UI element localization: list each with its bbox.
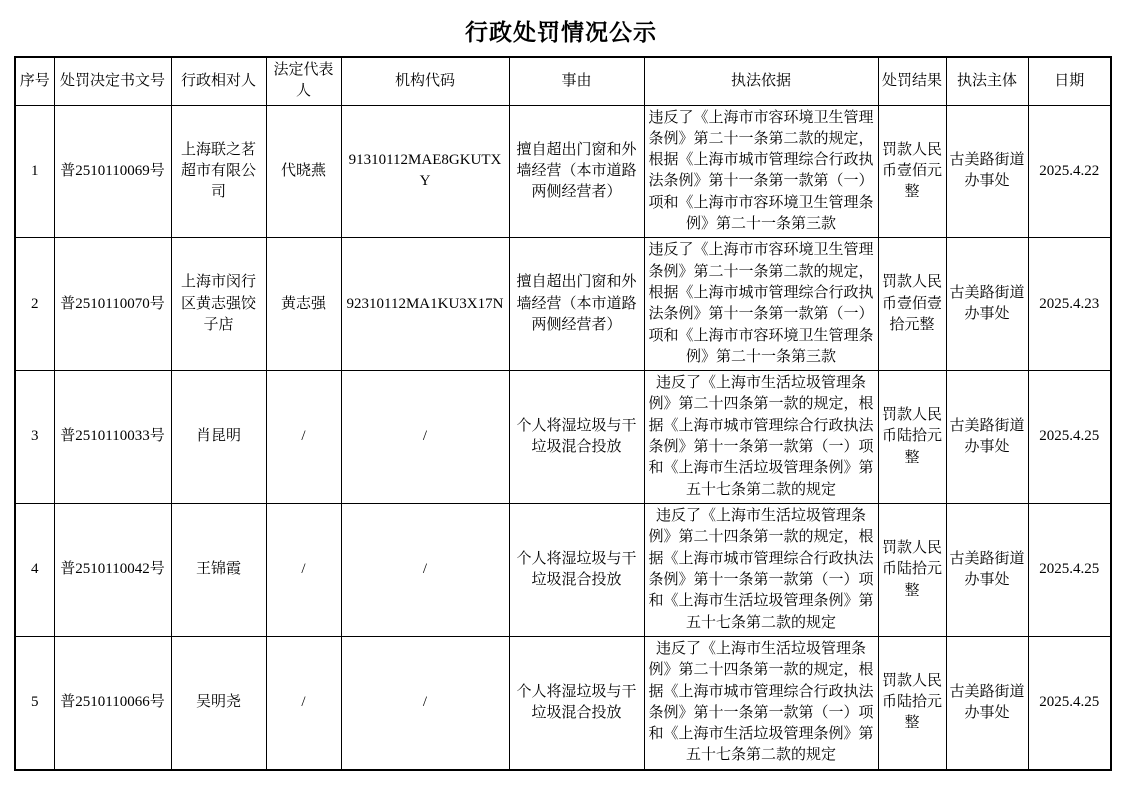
cell-seq: 2 <box>15 238 54 371</box>
cell-legal-basis: 违反了《上海市生活垃圾管理条例》第二十四条第一款的规定，根据《上海市城市管理综合行政执法条例》第十一条第一款第（一）项和《上海市生活垃圾管理条例》第五十七条第二款的规定 <box>644 503 878 636</box>
header-org-code: 机构代码 <box>341 57 509 105</box>
page-title: 行政处罚情况公示 <box>465 20 657 45</box>
cell-seq: 5 <box>15 636 54 769</box>
cell-date: 2025.4.25 <box>1028 371 1111 504</box>
cell-party: 上海联之茗超市有限公司 <box>171 105 266 238</box>
cell-date: 2025.4.25 <box>1028 636 1111 769</box>
header-reason: 事由 <box>509 57 644 105</box>
header-date: 日期 <box>1028 57 1111 105</box>
cell-org-code: / <box>341 636 509 769</box>
cell-enforcer: 古美路街道办事处 <box>946 503 1028 636</box>
cell-org-code: / <box>341 503 509 636</box>
header-seq: 序号 <box>15 57 54 105</box>
cell-seq: 4 <box>15 503 54 636</box>
cell-reason: 擅自超出门窗和外墙经营（本市道路两侧经营者） <box>509 105 644 238</box>
table-row <box>15 105 1111 238</box>
cell-seq: 3 <box>15 371 54 504</box>
cell-enforcer: 古美路街道办事处 <box>946 371 1028 504</box>
cell-doc-no: 普2510110033号 <box>54 371 171 504</box>
cell-party: 王锦霞 <box>171 503 266 636</box>
cell-doc-no: 普2510110069号 <box>54 105 171 238</box>
table-row <box>15 238 1111 371</box>
cell-legal-basis: 违反了《上海市市容环境卫生管理条例》第二十一条第二款的规定，根据《上海市城市管理综合行政执法条例》第十一条第一款第（一）项和《上海市市容环境卫生管理条例》第二十一条第三款 <box>644 105 878 238</box>
cell-seq: 1 <box>15 105 54 238</box>
header-legal-rep: 法定代表人 <box>266 57 341 105</box>
cell-org-code: 92310112MA1KU3X17N <box>341 238 509 371</box>
cell-date: 2025.4.23 <box>1028 238 1111 371</box>
cell-doc-no: 普2510110042号 <box>54 503 171 636</box>
cell-reason: 个人将湿垃圾与干垃圾混合投放 <box>509 503 644 636</box>
cell-penalty: 罚款人民币陆拾元整 <box>878 636 946 769</box>
table-header-row <box>15 57 1111 105</box>
header-party: 行政相对人 <box>171 57 266 105</box>
header-legal-basis: 执法依据 <box>644 57 878 105</box>
cell-legal-rep: / <box>266 371 341 504</box>
cell-doc-no: 普2510110070号 <box>54 238 171 371</box>
header-doc-no: 处罚决定书文号 <box>54 57 171 105</box>
cell-reason: 擅自超出门窗和外墙经营（本市道路两侧经营者） <box>509 238 644 371</box>
table-row <box>15 503 1111 636</box>
cell-penalty: 罚款人民币壹佰元整 <box>878 105 946 238</box>
header-enforcer: 执法主体 <box>946 57 1028 105</box>
cell-legal-basis: 违反了《上海市生活垃圾管理条例》第二十四条第一款的规定，根据《上海市城市管理综合行政执法条例》第十一条第一款第（一）项和《上海市生活垃圾管理条例》第五十七条第二款的规定 <box>644 371 878 504</box>
table-row <box>15 371 1111 504</box>
header-penalty: 处罚结果 <box>878 57 946 105</box>
cell-enforcer: 古美路街道办事处 <box>946 636 1028 769</box>
cell-penalty: 罚款人民币陆拾元整 <box>878 371 946 504</box>
cell-date: 2025.4.25 <box>1028 503 1111 636</box>
cell-org-code: / <box>341 371 509 504</box>
cell-reason: 个人将湿垃圾与干垃圾混合投放 <box>509 636 644 769</box>
cell-penalty: 罚款人民币陆拾元整 <box>878 503 946 636</box>
cell-legal-rep: 代晓燕 <box>266 105 341 238</box>
cell-legal-rep: / <box>266 636 341 769</box>
cell-enforcer: 古美路街道办事处 <box>946 238 1028 371</box>
cell-reason: 个人将湿垃圾与干垃圾混合投放 <box>509 371 644 504</box>
cell-legal-basis: 违反了《上海市生活垃圾管理条例》第二十四条第一款的规定，根据《上海市城市管理综合行政执法条例》第十一条第一款第（一）项和《上海市生活垃圾管理条例》第五十七条第二款的规定 <box>644 636 878 769</box>
cell-legal-rep: / <box>266 503 341 636</box>
cell-party: 吴明尧 <box>171 636 266 769</box>
penalty-table <box>14 56 1112 771</box>
table-row <box>15 636 1111 769</box>
cell-party: 上海市闵行区黄志强饺子店 <box>171 238 266 371</box>
cell-legal-basis: 违反了《上海市市容环境卫生管理条例》第二十一条第二款的规定，根据《上海市城市管理综合行政执法条例》第十一条第一款第（一）项和《上海市市容环境卫生管理条例》第二十一条第三款 <box>644 238 878 371</box>
cell-penalty: 罚款人民币壹佰壹拾元整 <box>878 238 946 371</box>
cell-party: 肖昆明 <box>171 371 266 504</box>
cell-doc-no: 普2510110066号 <box>54 636 171 769</box>
cell-legal-rep: 黄志强 <box>266 238 341 371</box>
cell-org-code: 91310112MAE8GKUTXY <box>341 105 509 238</box>
cell-date: 2025.4.22 <box>1028 105 1111 238</box>
cell-enforcer: 古美路街道办事处 <box>946 105 1028 238</box>
